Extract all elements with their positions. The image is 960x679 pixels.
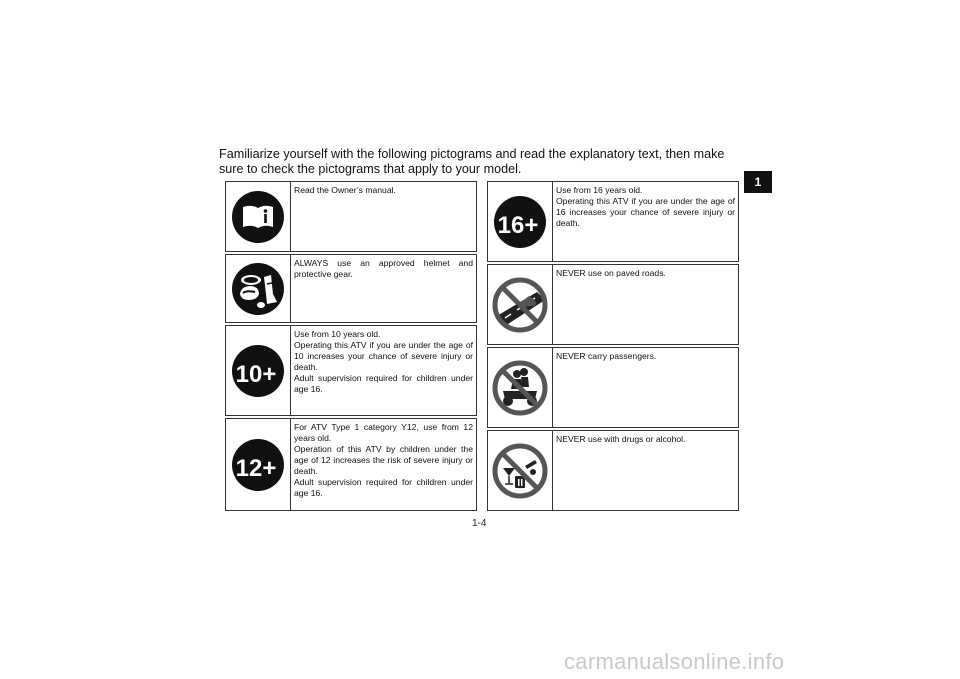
pictogram-text: NEVER carry passengers. <box>556 351 657 361</box>
intro-text: Familiarize yourself with the following pictograms and read the explanatory text, then make sure to check the pictograms that apply to your model. <box>219 147 725 176</box>
pictogram-cell <box>226 182 291 251</box>
pictogram-row-paved-roads <box>487 264 739 345</box>
pictogram-text: NEVER use with drugs or alcohol. <box>556 434 686 444</box>
pictogram-text: NEVER use on paved roads. <box>556 268 666 278</box>
page-number: 1-4 <box>472 518 487 529</box>
pictogram-row-age-10 <box>225 325 477 416</box>
pictogram-row-protective-gear <box>225 254 477 323</box>
pictogram-row-passengers <box>487 347 739 428</box>
pictogram-cell <box>488 182 553 261</box>
protective-gear-icon <box>231 262 285 316</box>
pictogram-text: Operating this ATV if you are under the age of 10 increases your chance of severe injury or death. <box>294 340 473 372</box>
pictogram-text: Operation of this ATV by children under the age of 12 increases the risk of severe injury or death. <box>294 444 473 476</box>
owners-manual-icon <box>231 190 285 244</box>
no-passengers-icon <box>491 359 549 417</box>
age-badge: 16+ <box>497 211 539 239</box>
pictogram-cell <box>488 348 553 427</box>
pictogram-row-drugs-alcohol <box>487 430 739 511</box>
chapter-tab: 1 <box>744 171 772 193</box>
pictogram-row-owners-manual <box>225 181 477 252</box>
age-16-plus-icon <box>493 195 547 249</box>
pictogram-text: For ATV Type 1 category Y12, use from 12 years old. <box>294 422 473 443</box>
age-12-plus-icon <box>231 438 285 492</box>
pictogram-cell <box>226 255 291 322</box>
age-badge: 10+ <box>235 360 277 388</box>
pictogram-text: Use from 16 years old. <box>556 185 643 195</box>
pictogram-text: ALWAYS use an approved helmet and protective gear. <box>294 258 473 279</box>
pictogram-cell <box>488 431 553 510</box>
age-badge: 12+ <box>235 454 277 482</box>
pictogram-text: Operating this ATV if you are under the age of 16 increases your chance of severe injury or death. <box>556 196 735 228</box>
pictogram-text: Read the Owner’s manual. <box>294 185 396 195</box>
pictogram-row-age-12 <box>225 418 477 511</box>
pictogram-cell <box>226 419 291 510</box>
pictogram-cell <box>488 265 553 344</box>
no-drugs-alcohol-icon <box>491 442 549 500</box>
pictogram-text: Use from 10 years old. <box>294 329 381 339</box>
pictogram-row-age-16 <box>487 181 739 262</box>
age-10-plus-icon <box>231 344 285 398</box>
pictogram-cell <box>226 326 291 415</box>
pictogram-text: Adult supervision required for children under age 16. <box>294 477 473 498</box>
pictogram-text: Adult supervision required for children under age 16. <box>294 373 473 394</box>
no-paved-roads-icon <box>491 276 549 334</box>
watermark: carmanualsonline.info <box>564 649 785 674</box>
